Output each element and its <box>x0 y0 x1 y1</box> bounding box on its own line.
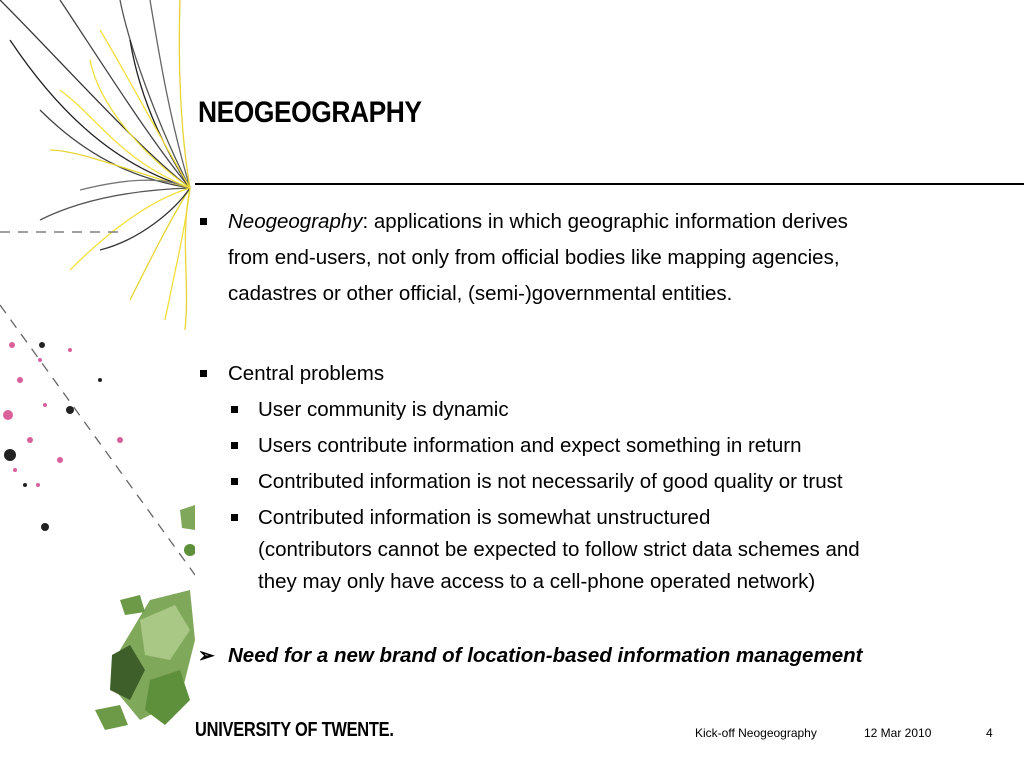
sub-bullet-text: User community is dynamic <box>258 398 509 421</box>
conclusion-text: Need for a new brand of location-based information management <box>228 644 863 667</box>
central-problems-heading: Central problems <box>228 362 385 385</box>
definition-term: Neogeography <box>228 210 363 233</box>
fiber-burst-decoration <box>0 0 190 330</box>
square-bullet-icon <box>200 370 207 377</box>
sub-bullet-text: (contributors cannot be expected to follow strict data schemes and <box>258 538 860 561</box>
bullet-definition <box>198 204 998 312</box>
sub-bullet-text: Contributed information is not necessarily of good quality or trust <box>258 470 843 493</box>
definition-text-1: : applications in which geographic information derives <box>362 210 848 233</box>
sub-bullet-text: Users contribute information and expect something in return <box>258 434 802 457</box>
square-bullet-icon <box>200 218 207 225</box>
definition-line-2: from end-users, not only from official bodies like mapping agencies, <box>228 246 840 269</box>
square-bullet-icon <box>231 478 238 485</box>
green-leaves-decoration <box>95 505 195 730</box>
square-bullet-icon <box>231 442 238 449</box>
definition-line-3: cadastres or other official, (semi-)governmental entities. <box>228 282 733 305</box>
sub-bullet-item-unstructured <box>198 502 998 598</box>
pink-dots-decoration <box>3 342 123 487</box>
title-divider <box>195 183 1024 185</box>
slide-title: NEOGEOGRAPHY <box>198 96 422 129</box>
page-number: 4 <box>986 726 993 740</box>
arrow-bullet-icon: ➢ <box>198 645 215 667</box>
spacer <box>198 312 998 356</box>
square-bullet-icon <box>231 406 238 413</box>
slide-body <box>198 204 998 674</box>
bullet-conclusion <box>198 638 998 674</box>
spacer <box>198 598 998 638</box>
decorative-artwork <box>0 0 195 768</box>
black-speckles-decoration <box>4 342 102 531</box>
university-logo: UNIVERSITY OF TWENTE. <box>195 719 394 741</box>
dashed-lines-decoration <box>0 232 195 575</box>
sub-bullet-item <box>198 392 998 428</box>
bullet-central-problems <box>198 356 998 392</box>
sub-bullet-item <box>198 464 998 500</box>
sub-bullet-item <box>198 428 998 464</box>
footer-event: Kick-off Neogeography <box>695 726 817 740</box>
sub-bullet-text: they may only have access to a cell-phone operated network) <box>258 570 816 593</box>
footer-date: 12 Mar 2010 <box>864 726 932 740</box>
square-bullet-icon <box>231 514 238 521</box>
definition-line-1 <box>228 204 998 240</box>
sub-bullet-text: Contributed information is somewhat unstructured <box>258 506 711 529</box>
